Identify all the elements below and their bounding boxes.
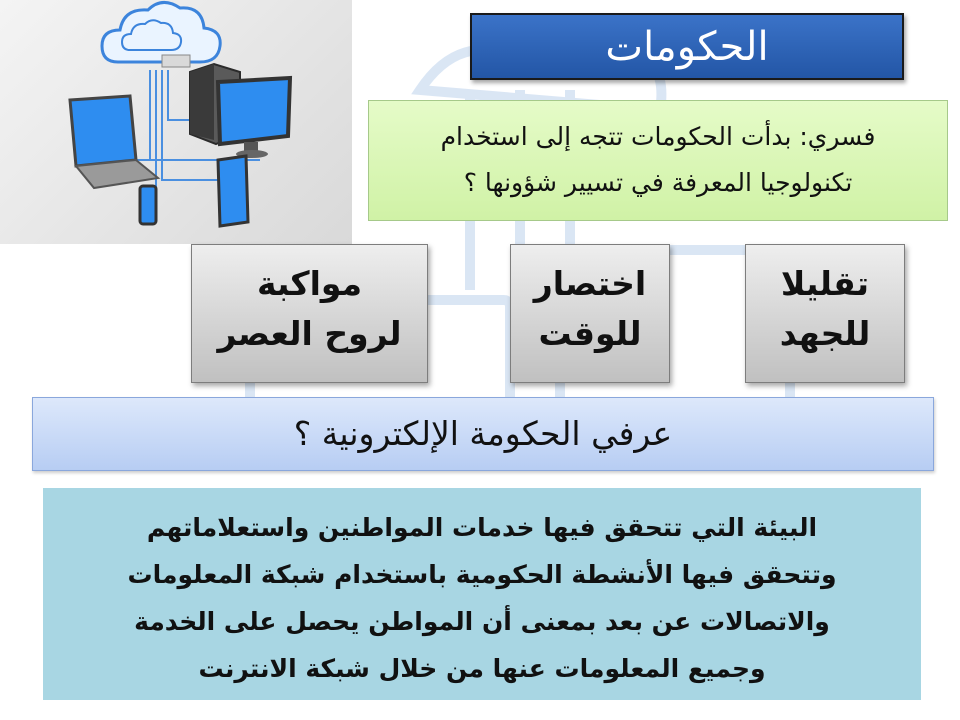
definition-line: والاتصالات عن بعد بمعنى أن المواطن يحصل على الخدمة [134, 607, 830, 636]
definition-line: وتتحقق فيها الأنشطة الحكومية باستخدام شبكة المعلومات [127, 560, 837, 589]
phone-icon [140, 186, 156, 224]
monitor-icon [218, 78, 290, 158]
definition-question: عرفي الحكومة الإلكترونية ؟ [32, 397, 934, 471]
tablet-icon [218, 156, 248, 226]
definition-line: وجميع المعلومات عنها من خلال شبكة الانترنت [198, 654, 766, 683]
goal-line: للوقت [538, 314, 642, 353]
goal-box-reduce-effort [745, 244, 905, 383]
goal-line: تقليلا [780, 264, 870, 303]
goal-box-save-time [510, 244, 670, 383]
question-line: تكنولوجيا المعرفة في تسيير شؤونها ؟ [463, 168, 853, 197]
goal-line: اختصار [533, 264, 647, 303]
cloud-computing-illustration [0, 0, 352, 244]
explain-question-box [368, 100, 948, 221]
goal-line: لروح العصر [217, 314, 402, 353]
slide-title: الحكومات [470, 13, 904, 80]
laptop-icon [70, 96, 158, 188]
definition-line: البيئة التي تتحقق فيها خدمات المواطنين واستعلاماتهم [146, 513, 818, 542]
cloud-icon [102, 2, 220, 67]
goal-line: للجهد [779, 314, 871, 353]
definition-answer-box [43, 488, 921, 700]
question-line: فسري: بدأت الحكومات تتجه إلى استخدام [440, 122, 876, 151]
goal-box-keep-up-with-era [191, 244, 428, 383]
goal-line: مواكبة [256, 264, 363, 303]
